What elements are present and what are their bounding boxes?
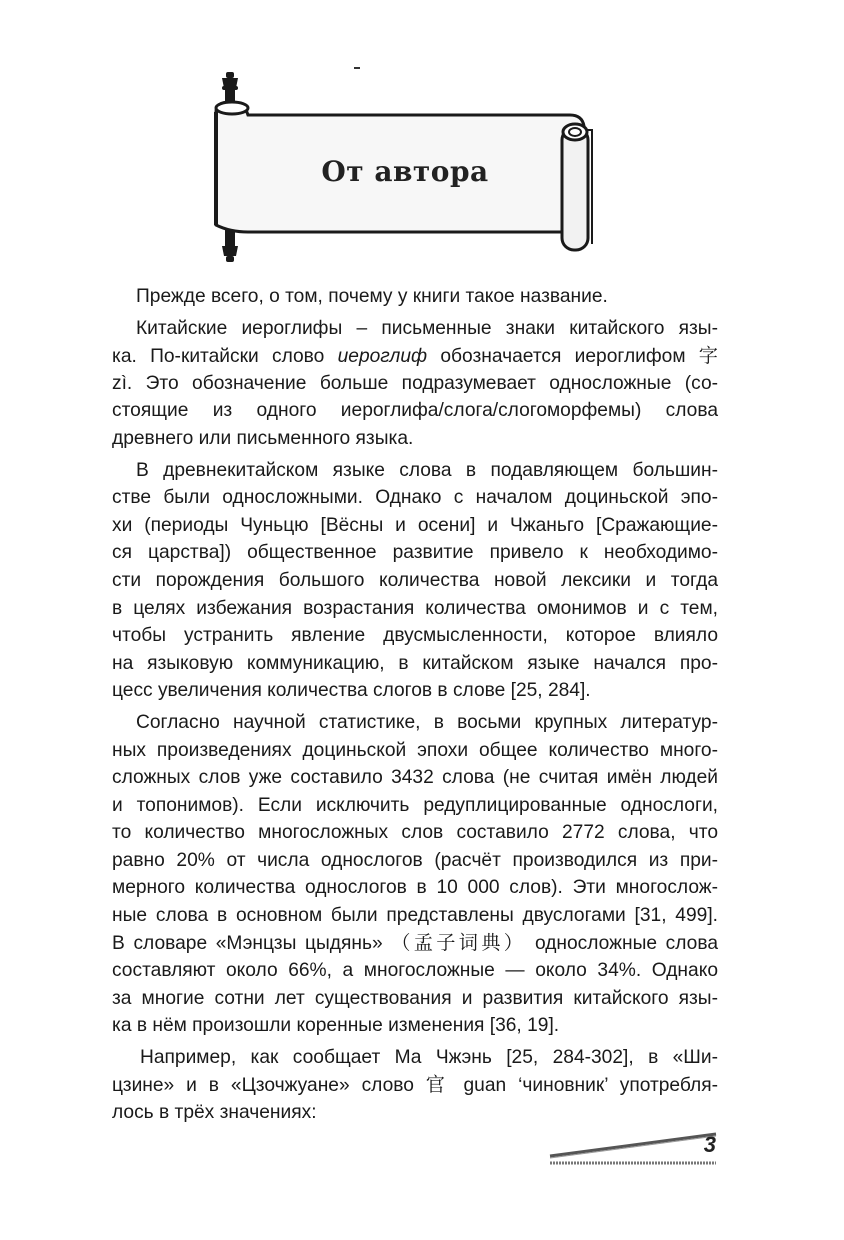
paragraph bbox=[112, 315, 718, 453]
text-line: Например, как сообщает Ма Чжэнь [25, 284-302], в «Ши- bbox=[140, 1047, 718, 1069]
text-line: в целях избежания возрастания количества омонимов и с тем, bbox=[112, 597, 718, 619]
text-line: цесс увеличения количества слогов в слове [25, 284]. bbox=[112, 680, 591, 702]
text-line: хи (периоды Чуньцю [Вёсны и осени] и Чжаньго [Сражающие- bbox=[112, 514, 718, 536]
text-line: стве были односложными. Однако с началом доциньской эпо- bbox=[112, 487, 718, 509]
chapter-title: От автора bbox=[321, 155, 489, 188]
paragraph bbox=[112, 709, 718, 1040]
text-line: древнего или письменного языка. bbox=[112, 427, 414, 449]
text-line: ка. По-китайски слово иероглиф обозначается иероглифом 字 bbox=[112, 344, 718, 368]
text-line: Согласно научной статистике, в восьми крупных литератур- bbox=[136, 711, 718, 733]
text-line: лось в трёх значениях: bbox=[112, 1102, 317, 1124]
text-line: Китайские иероглифы – письменные знаки китайского язы- bbox=[136, 317, 718, 339]
paragraph bbox=[112, 283, 718, 311]
text-line: чтобы устранить явление двусмысленности, которое влияло bbox=[112, 625, 718, 647]
text-line: и топонимов). Если исключить редуплицированные однослоги, bbox=[112, 794, 718, 816]
cjk-glyph: 字 bbox=[698, 344, 718, 368]
body-text bbox=[112, 283, 718, 1127]
text-line: ные слова в основном были представлены двуслогами [31, 499]. bbox=[112, 905, 718, 927]
text-line: ся царства]) общественное развитие привело к необходимо- bbox=[112, 542, 718, 564]
text-line: Прежде всего, о том, почему у книги такое название. bbox=[136, 286, 608, 307]
text-line: мерного количества однослогов в 10 000 слов). Эти многослож- bbox=[112, 877, 718, 899]
italic-term: иероглиф bbox=[337, 346, 428, 368]
chapter-title-banner bbox=[200, 60, 600, 275]
text-line: стоящие из одного иероглифа/слога/слогоморфемы) слова bbox=[112, 400, 718, 422]
text-line: цзине» и в «Цзочжуане» слово 官 guan ‘чиновник’ употребля- bbox=[112, 1074, 718, 1096]
text-line: на языковую коммуникацию, в китайском языке начался про- bbox=[112, 652, 718, 674]
text-line: составляют около 66%, а многосложные — около 34%. Однако bbox=[112, 960, 718, 982]
page-number: 3 bbox=[703, 1132, 716, 1157]
footer-ornament-icon bbox=[548, 1130, 724, 1170]
text-line: сложных слов уже составило 3432 слова (не считая имён людей bbox=[112, 767, 718, 789]
text-line: В словаре «Мэнцзы цыдянь» （孟子词典） односложные слова bbox=[112, 932, 718, 954]
page-footer bbox=[548, 1130, 724, 1170]
paragraph bbox=[112, 1044, 718, 1127]
text-line: ных произведениях доциньской эпохи общее количество много- bbox=[112, 739, 718, 761]
text-line: В древнекитайском языке слова в подавляющем большин- bbox=[136, 459, 718, 481]
text-line: то количество многосложных слов составило 2772 слова, что bbox=[112, 822, 718, 844]
text-line: сти порождения большого количества новой лексики и тогда bbox=[112, 569, 718, 591]
text-line: равно 20% от числа однослогов (расчёт производился из при- bbox=[112, 849, 718, 871]
text-line: за многие сотни лет существования и развития китайского язы- bbox=[112, 987, 718, 1009]
text-line: ка в нём произошли коренные изменения [36, 19]. bbox=[112, 1015, 560, 1037]
text-line: zì. Это обозначение больше подразумевает односложные (со- bbox=[112, 372, 718, 394]
paragraph bbox=[112, 457, 718, 705]
